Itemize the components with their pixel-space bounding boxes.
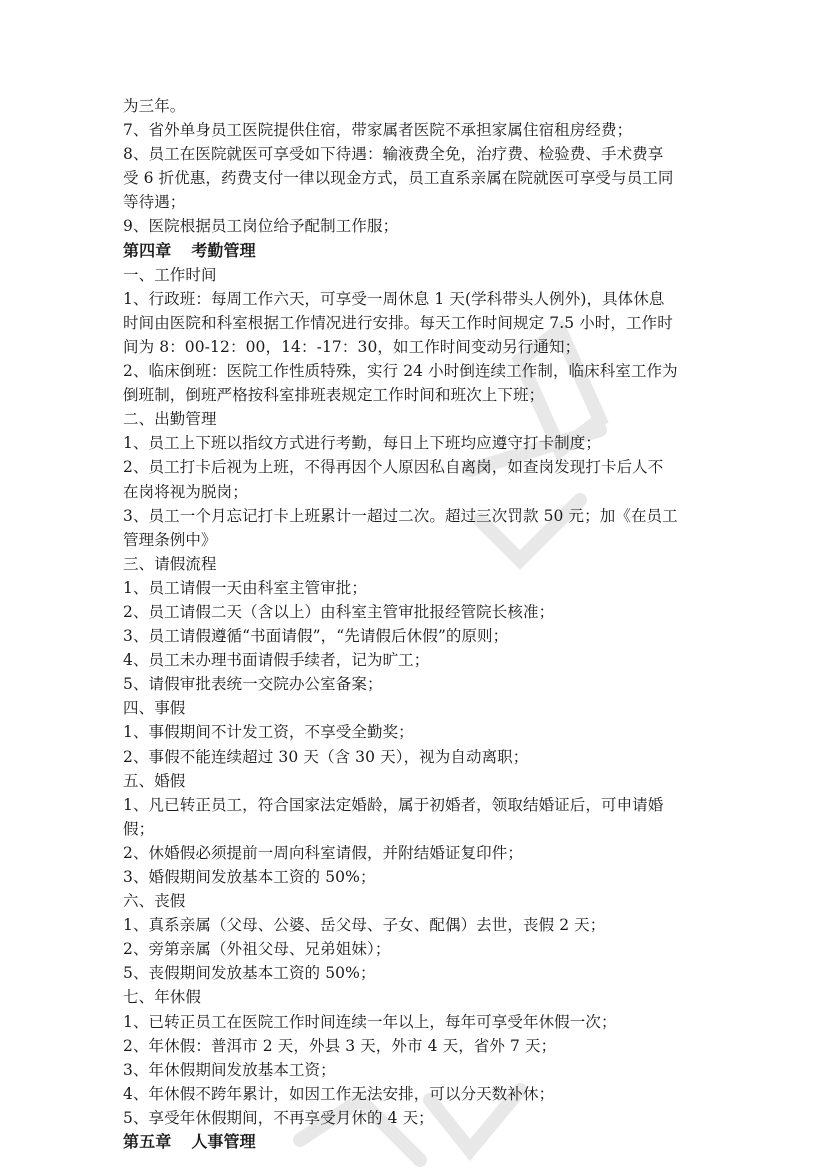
text-line: 1、事假期间不计发工资，不享受全勤奖；: [123, 723, 414, 742]
text-line: 1、已转正员工在医院工作时间连续一年以上，每年可享受年休假一次；: [123, 1012, 617, 1031]
text-line: 2、旁第亲属（外祖父母、兄弟姐妹）；: [123, 940, 391, 959]
text-line: 3、员工请假遵循“书面请假”，“先请假后休假”的原则；: [123, 627, 509, 646]
text-line: 1、行政班：每周工作六天，可享受一周休息 1 天(学科带头人例外)，具体休息: [123, 289, 665, 308]
text-line: 管理条例中》: [123, 530, 217, 549]
section-heading: 三、请假流程: [123, 554, 217, 573]
text-line: 5、丧假期间发放基本工资的 50%；: [123, 964, 376, 983]
chapter-heading: [123, 239, 723, 263]
text-line: 1、员工上下班以指纹方式进行考勤，每日上下班均应遵守打卡制度；: [123, 434, 601, 453]
chapter-title: 人事管理: [191, 1132, 256, 1152]
text-line: 2、员工请假二天（含以上）由科室主管审批报经管院长核准；: [123, 602, 555, 621]
text-line: 2、事假不能连续超过 30 天（含 30 天），视为自动离职；: [123, 747, 529, 766]
text-line: 5、享受年休假期间，不再享受月休的 4 天；: [123, 1108, 434, 1127]
text-line: 8、员工在医院就医可享受如下待遇：输液费全免，治疗费、检验费、手术费享: [123, 145, 664, 164]
text-line: 7、省外单身员工医院提供住宿，带家属者医院不承担家属住宿租房经费；: [123, 121, 633, 140]
text-line: 3、员工一个月忘记打卡上班累计一超过二次。超过三次罚款 50 元；加《在员工: [123, 506, 678, 525]
text-line: 2、年休假：普洱市 2 天，外县 3 天，外市 4 天，省外 7 天；: [123, 1036, 557, 1055]
text-line: 倒班制，倒班严格按科室排班表规定工作时间和班次上下班；: [123, 386, 545, 405]
text-line: 2、临床倒班：医院工作性质特殊，实行 24 小时倒连续工作制，临床科室工作为: [123, 362, 678, 381]
text-line: 1、凡已转正员工，符合国家法定婚龄，属于初婚者，领取结婚证后，可申请婚: [123, 795, 664, 814]
chapter-title: 考勤管理: [191, 240, 256, 260]
chapter-heading: [123, 1130, 723, 1154]
text-line: 2、员工打卡后视为上班，不得再因个人原因私自离岗，如查岗发现打卡后人不: [123, 458, 664, 477]
section-heading: 一、工作时间: [123, 265, 217, 284]
text-line: 1、真系亲属（父母、公婆、岳父母、子女、配偶）去世，丧假 2 天；: [123, 916, 606, 935]
text-line: 3、年休假期间发放基本工资；: [123, 1060, 336, 1079]
chapter-number: 第四章: [123, 240, 172, 260]
text-line: 为三年。: [123, 97, 186, 115]
text-line: 1、员工请假一天由科室主管审批；: [123, 578, 367, 597]
text-line: 3、婚假期间发放基本工资的 50%；: [123, 868, 376, 886]
section-heading: 六、丧假: [123, 892, 186, 911]
section-heading: 五、婚假: [123, 771, 186, 790]
text-line: 受 6 折优惠，药费支付一律以现金方式，员工直系亲属在院就医可享受与员工同: [123, 169, 674, 188]
text-line: 在岗将视为脱岗；: [123, 482, 248, 501]
text-line: 4、员工未办理书面请假手续者，记为旷工；: [123, 651, 430, 670]
text-line: 5、请假审批表统一交院办公室备案；: [123, 675, 383, 694]
text-line: 间为 8：00-12：00，14：-17：30，如工作时间变动另行通知；: [123, 337, 581, 356]
text-line: 等待遇；: [123, 193, 186, 212]
text-line: 4、年休假不跨年累计，如因工作无法安排，可以分天数补休；: [123, 1084, 555, 1103]
text-line: 时间由医院和科室根据工作情况进行安排。每天工作时间规定 7.5 小时，工作时: [123, 313, 673, 332]
section-heading: 二、出勤管理: [123, 410, 217, 429]
document-body: [123, 94, 723, 1154]
text-line: 假；: [123, 819, 155, 838]
text-line: 9、医院根据员工岗位给予配制工作服；: [123, 217, 399, 236]
text-line: 2、休婚假必须提前一周向科室请假，并附结婚证复印件；: [123, 843, 523, 862]
section-heading: 四、事假: [123, 699, 186, 718]
section-heading: 七、年休假: [123, 988, 202, 1007]
chapter-number: 第五章: [123, 1132, 172, 1152]
